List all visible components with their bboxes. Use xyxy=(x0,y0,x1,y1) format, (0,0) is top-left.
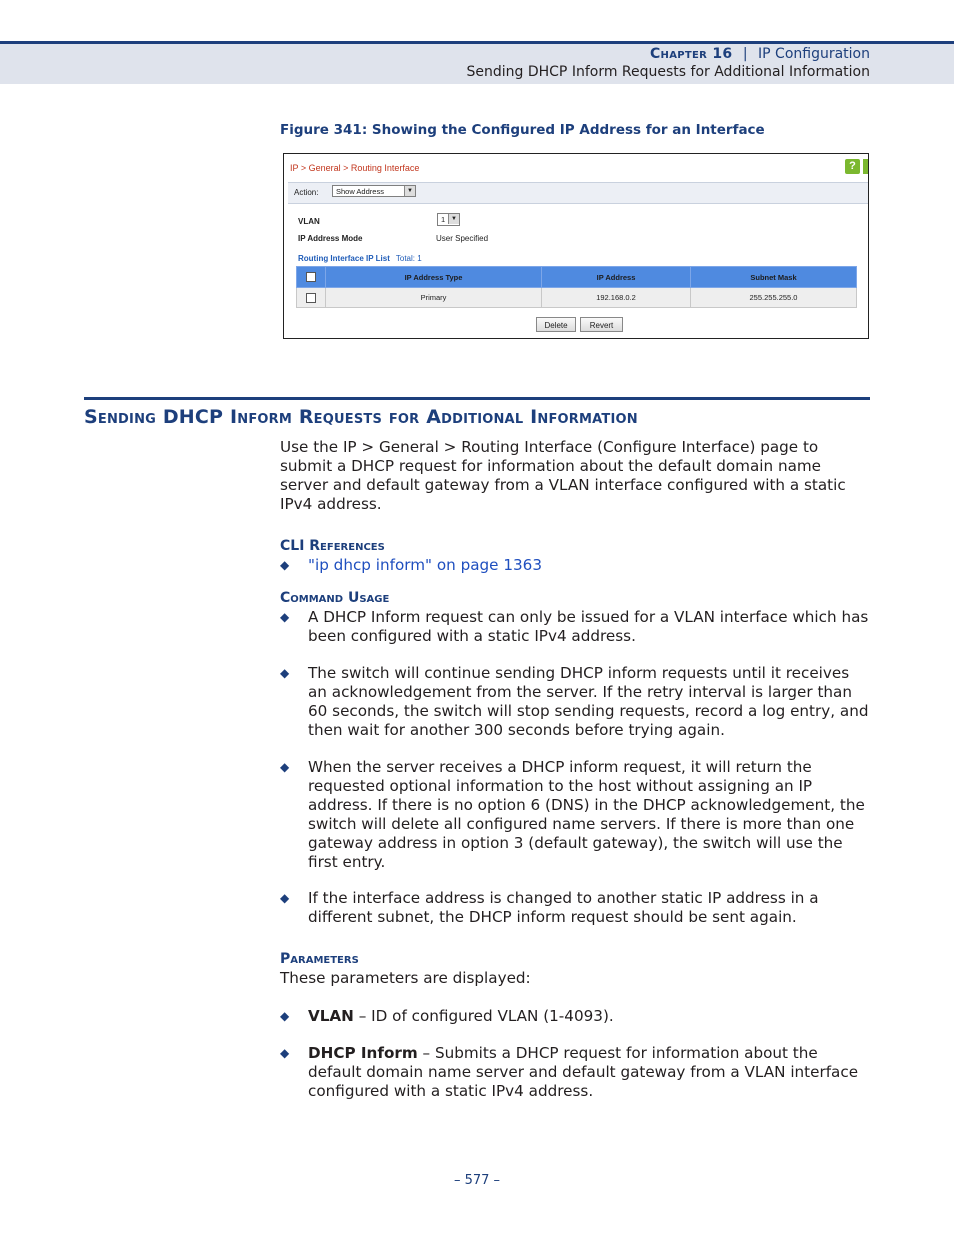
list-total: Total: 1 xyxy=(395,254,422,263)
select-all-cell xyxy=(297,267,326,288)
param-term: VLAN xyxy=(308,1007,354,1025)
col-ip-address-type: IP Address Type xyxy=(326,267,542,288)
help-icon-edge xyxy=(863,159,868,174)
vlan-label: VLAN xyxy=(298,217,320,226)
figure-screenshot xyxy=(283,153,869,339)
diamond-bullet-icon: ◆ xyxy=(280,1046,290,1060)
diamond-bullet-icon: ◆ xyxy=(280,891,290,905)
diamond-bullet-icon: ◆ xyxy=(280,1009,290,1023)
cli-reference-item xyxy=(280,556,870,575)
delete-button[interactable]: Delete xyxy=(536,317,576,332)
header-separator: | xyxy=(742,46,748,62)
cli-references-heading: CLI References xyxy=(280,538,385,554)
diamond-bullet-icon: ◆ xyxy=(280,558,290,572)
cell-ip-address-type: Primary xyxy=(326,288,542,308)
chevron-down-icon[interactable]: ▼ xyxy=(448,214,459,224)
usage-text: The switch will continue sending DHCP inform requests until it receives an acknowledgement from the server. If the retry interval is larger than 60 seconds, the switch will stop sending requests, record a log entry, and then wait for another 300 seconds before trying again. xyxy=(308,664,869,739)
usage-item-1 xyxy=(280,608,870,646)
revert-button[interactable]: Revert xyxy=(580,317,623,332)
param-item-vlan xyxy=(280,1007,870,1026)
param-desc: – ID of configured VLAN (1-4093). xyxy=(353,1007,614,1025)
usage-text: A DHCP Inform request can only be issued for a VLAN interface which has been configured with a static IPv4 address. xyxy=(308,608,869,645)
cell-ip-address: 192.168.0.2 xyxy=(542,288,691,308)
param-text xyxy=(308,1007,870,1026)
chapter-label: Chapter 16 xyxy=(649,46,733,62)
diamond-bullet-icon: ◆ xyxy=(280,760,290,774)
col-ip-address: IP Address xyxy=(542,267,691,288)
chapter-title: IP Configuration xyxy=(758,46,870,62)
param-desc: – Submits a DHCP request for information about the default domain name server and default gateway from a VLAN interface configured with a static IPv4 address. xyxy=(308,1044,859,1100)
running-header-section: Sending DHCP Inform Requests for Additional Information xyxy=(466,64,870,80)
select-all-checkbox[interactable] xyxy=(306,272,316,282)
breadcrumb[interactable]: IP > General > Routing Interface xyxy=(290,163,420,173)
vlan-select[interactable] xyxy=(437,213,460,226)
col-subnet-mask: Subnet Mask xyxy=(691,267,857,288)
table-row xyxy=(297,288,857,308)
usage-item-4 xyxy=(280,889,870,927)
diamond-bullet-icon: ◆ xyxy=(280,666,290,680)
parameters-heading: Parameters xyxy=(280,951,359,967)
action-select[interactable] xyxy=(332,185,416,197)
ip-address-mode-label: IP Address Mode xyxy=(298,234,363,243)
ip-list-table xyxy=(296,266,857,308)
row-checkbox[interactable] xyxy=(306,293,316,303)
running-header-chapter xyxy=(650,46,870,62)
usage-text: If the interface address is changed to another static IP address in a different subnet, the DHCP inform request should be sent again. xyxy=(308,889,819,926)
row-select-cell xyxy=(297,288,326,308)
usage-item-2 xyxy=(280,664,870,740)
cell-subnet-mask: 255.255.255.0 xyxy=(691,288,857,308)
action-label: Action: xyxy=(294,188,319,197)
chevron-down-icon[interactable]: ▼ xyxy=(404,186,415,196)
list-title xyxy=(298,254,422,263)
command-usage-heading: Command Usage xyxy=(280,590,390,606)
parameters-intro: These parameters are displayed: xyxy=(280,969,531,987)
diamond-bullet-icon: ◆ xyxy=(280,610,290,624)
action-select-value: Show Address xyxy=(336,187,384,196)
vlan-select-value: 1 xyxy=(441,215,446,224)
list-title-text: Routing Interface IP List xyxy=(298,254,390,263)
figure-caption: Figure 341: Showing the Configured IP Address for an Interface xyxy=(280,122,765,138)
intro-paragraph: Use the IP > General > Routing Interface (Configure Interface) page to submit a DHCP request for information about the default domain name server and default gateway from a VLAN interface configured with a static IPv4 address. xyxy=(280,438,846,513)
param-term: DHCP Inform xyxy=(308,1044,418,1062)
param-item-dhcp-inform xyxy=(280,1044,870,1101)
param-text xyxy=(308,1044,870,1101)
usage-text: When the server receives a DHCP inform request, it will return the requested optional information to the host without assigning an IP address. If there is no option 6 (DNS) in the DHCP acknowledgement, the switch will delete all configured name servers. If there is more than one gateway address in option 3 (default gateway), the switch will use the first entry. xyxy=(308,758,865,871)
section-title: Sending DHCP Inform Requests for Additional Information xyxy=(84,406,638,428)
section-rule xyxy=(84,397,870,400)
help-icon[interactable]: ? xyxy=(845,159,860,174)
ip-address-mode-value: User Specified xyxy=(436,234,489,243)
usage-item-3 xyxy=(280,758,870,872)
cli-reference-link[interactable]: "ip dhcp inform" on page 1363 xyxy=(308,556,542,574)
table-header-row xyxy=(297,267,857,288)
page-number: – 577 – xyxy=(453,1173,501,1188)
